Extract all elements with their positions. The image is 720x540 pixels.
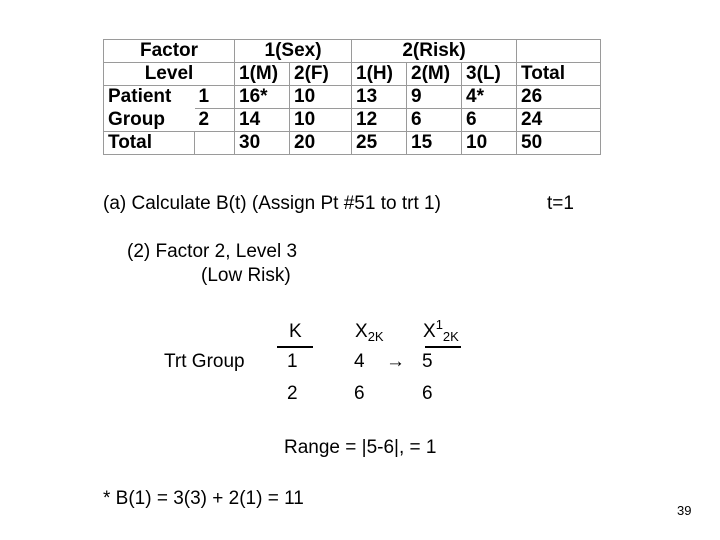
header-empty bbox=[517, 40, 601, 63]
header-level: Level bbox=[104, 63, 235, 86]
x1-header-sup: 1 bbox=[435, 317, 443, 332]
table-cell: 26 bbox=[517, 86, 601, 109]
table-cell: 10 bbox=[290, 109, 352, 132]
x1-underline bbox=[425, 346, 461, 348]
x-header-main: X bbox=[355, 321, 368, 342]
step-subheading: (Low Risk) bbox=[201, 265, 291, 286]
factor-level-table bbox=[103, 39, 601, 155]
table-cell: 9 bbox=[407, 86, 462, 109]
table-cell: 25 bbox=[352, 132, 407, 155]
table-header-row-level bbox=[104, 63, 601, 86]
row-number: 1 bbox=[195, 86, 235, 109]
x1-header-main: X bbox=[423, 321, 436, 342]
header-sex: 1(Sex) bbox=[235, 40, 352, 63]
header-col: 1(M) bbox=[235, 63, 290, 86]
header-risk: 2(Risk) bbox=[352, 40, 517, 63]
range-text: Range = |5-6|, = 1 bbox=[284, 437, 437, 458]
header-col: 3(L) bbox=[462, 63, 517, 86]
trt-group-label: Trt Group bbox=[164, 351, 245, 372]
x1-header bbox=[423, 317, 459, 344]
table-row bbox=[104, 109, 601, 132]
header-factor: Factor bbox=[104, 40, 235, 63]
table-header-row-factor bbox=[104, 40, 601, 63]
table-cell: 16* bbox=[235, 86, 290, 109]
table-cell: 20 bbox=[290, 132, 352, 155]
x1-value: 6 bbox=[422, 383, 433, 404]
table-cell: 30 bbox=[235, 132, 290, 155]
table-row bbox=[104, 86, 601, 109]
row-label: Total bbox=[104, 132, 195, 155]
x-header-sub: 2K bbox=[367, 329, 384, 344]
header-col: Total bbox=[517, 63, 601, 86]
x-header bbox=[355, 321, 384, 343]
table-cell: 15 bbox=[407, 132, 462, 155]
header-col: 2(F) bbox=[290, 63, 352, 86]
part-a-text: (a) Calculate B(t) (Assign Pt #51 to trt 1) bbox=[103, 193, 441, 214]
t-value: t=1 bbox=[547, 193, 574, 214]
table-cell: 10 bbox=[290, 86, 352, 109]
table-cell: 10 bbox=[462, 132, 517, 155]
k-header: K bbox=[289, 321, 302, 342]
x-value: 4 bbox=[354, 351, 365, 372]
table-cell: 12 bbox=[352, 109, 407, 132]
row-label: Group bbox=[104, 109, 195, 132]
row-number bbox=[195, 132, 235, 155]
k-underline bbox=[277, 346, 313, 348]
table-cell: 6 bbox=[407, 109, 462, 132]
table-cell: 13 bbox=[352, 86, 407, 109]
k-value: 2 bbox=[287, 383, 298, 404]
table-cell: 50 bbox=[517, 132, 601, 155]
header-col: 1(H) bbox=[352, 63, 407, 86]
footnote-text: * B(1) = 3(3) + 2(1) = 11 bbox=[103, 488, 304, 509]
table-cell: 24 bbox=[517, 109, 601, 132]
k-value: 1 bbox=[287, 351, 298, 372]
row-number: 2 bbox=[195, 109, 235, 132]
table-cell: 6 bbox=[462, 109, 517, 132]
x-value: 6 bbox=[354, 383, 365, 404]
table-cell: 14 bbox=[235, 109, 290, 132]
step-heading: (2) Factor 2, Level 3 bbox=[127, 241, 298, 262]
row-label: Patient bbox=[104, 86, 195, 109]
x1-header-sub: 2K bbox=[442, 329, 459, 344]
arrow-icon: → bbox=[386, 351, 405, 372]
page-number: 39 bbox=[677, 503, 692, 518]
table-row bbox=[104, 132, 601, 155]
header-col: 2(M) bbox=[407, 63, 462, 86]
x1-value: 5 bbox=[422, 351, 433, 372]
table-cell: 4* bbox=[462, 86, 517, 109]
